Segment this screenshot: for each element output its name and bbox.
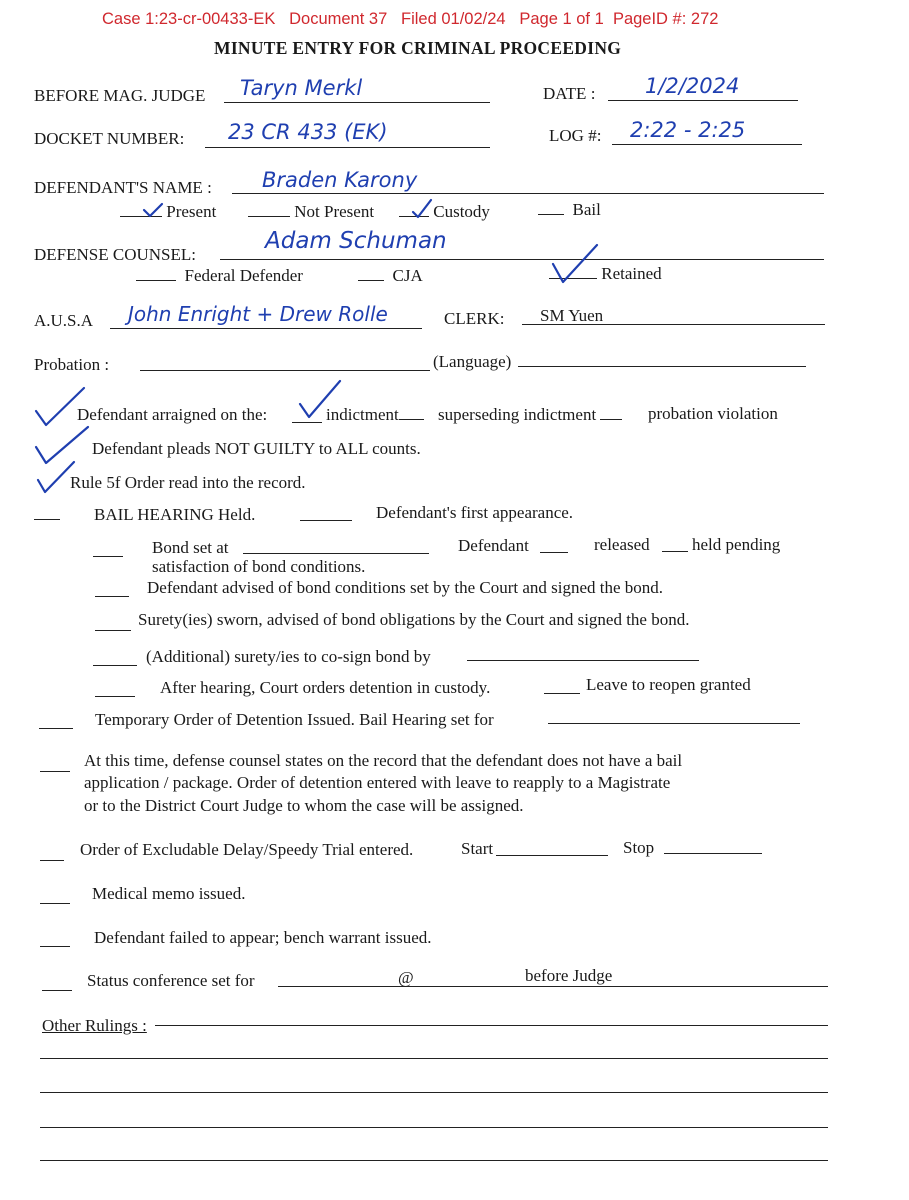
held-pending-label: held pending [692, 535, 781, 554]
leave-reopen-label: Leave to reopen granted [586, 675, 751, 694]
bail-label: Bail [572, 200, 601, 219]
medical-label: Medical memo issued. [92, 884, 246, 903]
log-label: LOG #: [549, 126, 602, 145]
ausa-label: A.U.S.A [34, 311, 94, 330]
status-label: Status conference set for [87, 971, 255, 990]
before-judge-label: before Judge [525, 966, 613, 985]
stop-label: Stop [623, 838, 655, 857]
custody-check-icon [413, 200, 431, 217]
failed-label: Defendant failed to appear; bench warrant issued. [94, 928, 432, 947]
federal-defender-label: Federal Defender [184, 266, 303, 285]
indictment-label: indictment [326, 405, 399, 424]
case-number: Case 1:23-cr-00433-EK [102, 10, 276, 28]
cja-label: CJA [392, 266, 423, 285]
docket-label: DOCKET NUMBER: [34, 129, 185, 148]
bail-hearing-label: BAIL HEARING Held. [94, 505, 256, 524]
after-hearing-label: After hearing, Court orders detention in custody. [160, 678, 491, 697]
advised-label: Defendant advised of bond conditions set by the Court and signed the bond. [147, 578, 664, 597]
released-label: released [594, 535, 650, 554]
custody-label: Custody [433, 202, 490, 221]
clerk-value: SM Yuen [540, 306, 604, 325]
filed-date: Filed 01/02/24 [401, 10, 506, 28]
status-at: @ [398, 968, 414, 987]
rule5f-item: Rule 5f Order read into the record. [70, 473, 306, 492]
present-label: Present [166, 202, 217, 221]
judge-label: BEFORE MAG. JUDGE [34, 86, 206, 105]
not-present-label: Not Present [294, 202, 375, 221]
defendant-value: Braden Karony [262, 168, 418, 192]
at-this-time-line-2: application / package. Order of detention entered with leave to reapply to a Magistrate [84, 773, 671, 792]
excludable-label: Order of Excludable Delay/Speedy Trial entered. [80, 840, 414, 859]
page-count: Page 1 of 1 [519, 10, 604, 28]
retained-label: Retained [601, 264, 662, 283]
pleads-check-icon [36, 427, 88, 463]
ausa-value: John Enright + Drew Rolle [128, 302, 388, 326]
rule5f-check-icon [38, 462, 74, 492]
temporary-order-label: Temporary Order of Detention Issued. Bail Hearing set for [95, 710, 494, 729]
present-check-icon [144, 204, 162, 216]
satisfaction-label: satisfaction of bond conditions. [152, 557, 366, 576]
defendant-label: DEFENDANT'S NAME : [34, 178, 212, 197]
log-value: 2:22 - 2:25 [630, 118, 746, 142]
bond-set-label: Bond set at [152, 538, 229, 557]
probation-label: Probation : [34, 355, 110, 374]
judge-value: Taryn Merkl [240, 76, 363, 100]
start-label: Start [461, 839, 494, 858]
at-this-time-line-1: At this time, defense counsel states on the record that the defendant does not have a bail [84, 751, 683, 770]
counsel-label: DEFENSE COUNSEL: [34, 245, 196, 264]
indictment-check-icon [300, 381, 340, 417]
arraigned-check-icon [36, 388, 84, 425]
counsel-value: Adam Schuman [265, 228, 447, 254]
page-id: PageID #: 272 [612, 10, 719, 28]
surety-label: Surety(ies) sworn, advised of bond obligations by the Court and signed the bond. [138, 610, 690, 629]
additional-surety-label: (Additional) surety/ies to co-sign bond by [146, 647, 431, 666]
language-label: (Language) [433, 352, 512, 371]
arraigned-label: efendant arraigned on the: [89, 405, 268, 424]
superseding-label: superseding indictment [438, 405, 597, 424]
pleads-item: Defendant pleads NOT GUILTY to ALL counts. [92, 439, 421, 458]
at-this-time-line-3: or to the District Court Judge to whom the case will be assigned. [84, 796, 524, 815]
date-label: DATE : [543, 84, 596, 103]
other-rulings-label: Other Rulings : [42, 1016, 147, 1035]
page-title: MINUTE ENTRY FOR CRIMINAL PROCEEDING [214, 38, 622, 58]
bond-defendant-label: Defendant [458, 536, 529, 555]
arraigned-d: D [77, 405, 90, 424]
probation-violation-label: probation violation [648, 404, 778, 423]
docket-value: 23 CR 433 (EK) [228, 120, 388, 144]
retained-check-icon [553, 245, 597, 282]
first-appearance-label: Defendant's first appearance. [376, 503, 574, 522]
date-value: 1/2/2024 [645, 74, 740, 98]
clerk-label: CLERK: [444, 309, 505, 328]
document-number: Document 37 [289, 10, 388, 28]
